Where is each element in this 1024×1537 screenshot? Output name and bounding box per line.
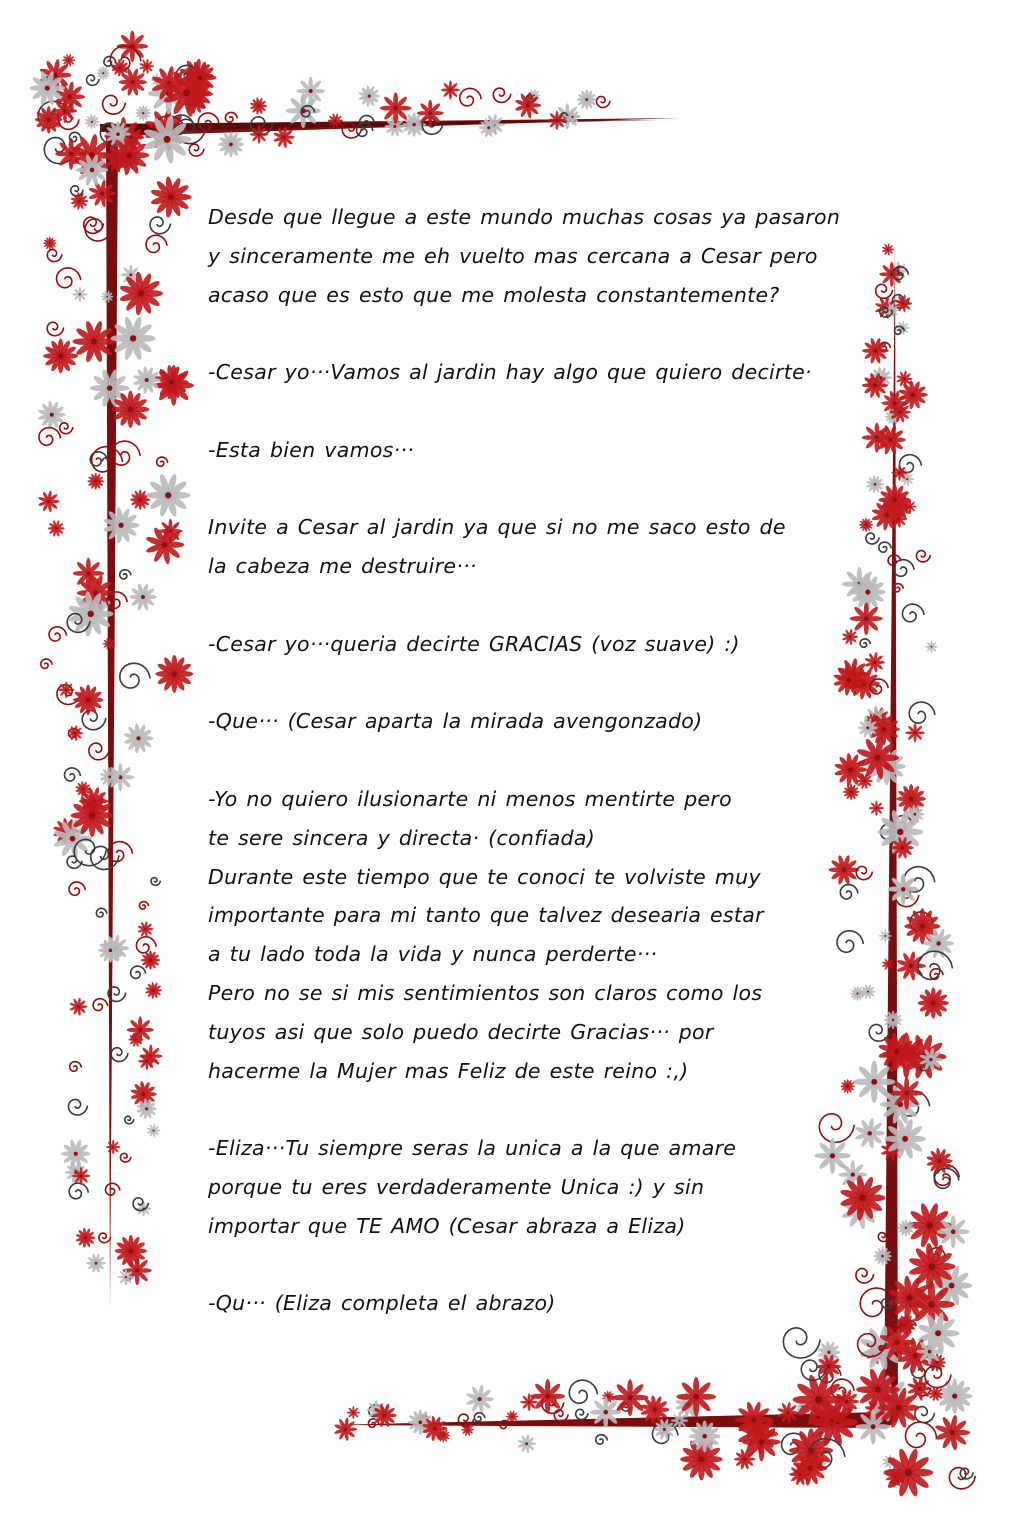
flower-ornament — [250, 125, 268, 143]
flower-ornament — [72, 1167, 90, 1185]
flower-ornament — [133, 366, 161, 394]
flower-ornament — [150, 176, 192, 218]
swirl-ornament — [902, 604, 924, 622]
swirl-ornament — [41, 659, 53, 668]
swirl-ornament — [146, 235, 167, 252]
paragraph: -Eliza···Tu siempre seras la unica a la que amare porque tu eres verdaderamente Unica :) y sin importar que TE AMO (Cesar abraza a Eliza) — [208, 1136, 737, 1238]
swirl-ornament — [47, 322, 64, 336]
swirl-ornament — [120, 1153, 131, 1162]
flower-ornament — [417, 100, 444, 127]
flower-ornament — [884, 1010, 903, 1029]
paragraph: -Que··· (Cesar aparta la mirada avengonzado) — [208, 709, 703, 734]
swirl-ornament — [460, 88, 482, 106]
swirl-ornament — [916, 551, 930, 562]
flower-ornament — [676, 1377, 716, 1417]
flower-ornament — [111, 316, 156, 361]
flower-ornament — [565, 109, 581, 125]
flower-ornament — [891, 465, 907, 481]
flower-ornament — [879, 929, 892, 942]
flower-ornament — [916, 1338, 942, 1364]
swirl-ornament — [151, 878, 160, 886]
flower-ornament — [58, 681, 75, 698]
paragraph: -Cesar yo···queria decirte GRACIAS (voz suave) :) — [208, 631, 740, 656]
flower-ornament — [879, 262, 904, 287]
swirl-ornament — [157, 457, 168, 466]
flower-ornament — [69, 997, 87, 1016]
flower-ornament — [137, 921, 153, 937]
flower-ornament — [530, 1379, 565, 1414]
swirl-ornament — [856, 1268, 874, 1283]
flower-ornament — [145, 982, 162, 999]
flower-ornament — [882, 243, 895, 256]
flower-ornament — [43, 237, 56, 250]
flower-ornament — [347, 1406, 360, 1419]
swirl-ornament — [69, 1183, 88, 1199]
swirl-ornament — [49, 627, 67, 641]
swirl-ornament — [105, 1183, 119, 1195]
swirl-ornament — [47, 250, 62, 262]
swirl-ornament — [860, 639, 870, 647]
flower-ornament — [218, 131, 244, 157]
flower-ornament — [118, 1269, 134, 1285]
flower-ornament — [859, 518, 873, 532]
flower-ornament — [106, 1140, 121, 1155]
paragraph: -Yo no quiero ilusionarte ni menos mentirte pero te sere sincera y directa· (confiada) Durante este tiempo que te conoci te volviste muy importante para mi tanto que talvez desearia estar a tu lado toda la vida y nunca perderte··· Pero no se si mis sentimientos son claros como los tuyos asi que solo puedo decirte Gracias··· por hacerme la Mujer mas Feliz de este reino :,) — [208, 786, 764, 1083]
swirl-ornament — [493, 88, 511, 102]
flower-ornament — [115, 1235, 147, 1267]
swirl-ornament — [576, 1409, 588, 1419]
flower-ornament — [147, 1124, 161, 1138]
flower-ornament — [250, 97, 268, 115]
swirl-ornament — [150, 217, 171, 234]
paragraph: -Cesar yo···Vamos al jardin hay algo que quiero decirte· — [208, 360, 812, 385]
flower-ornament — [742, 1423, 780, 1461]
flower-ornament — [155, 655, 193, 693]
swirl-ornament — [189, 144, 204, 156]
swirl-ornament — [69, 882, 85, 895]
swirl-ornament — [64, 768, 80, 781]
swirl-ornament — [70, 1062, 82, 1072]
swirl-ornament — [120, 663, 150, 688]
flower-ornament — [918, 987, 949, 1018]
swirl-ornament — [596, 96, 610, 107]
flower-ornament — [935, 1415, 971, 1451]
swirl-ornament — [960, 1468, 973, 1479]
swirl-ornament — [139, 902, 148, 910]
flower-ornament — [888, 874, 919, 905]
swirl-ornament — [783, 1328, 820, 1358]
flower-ornament — [577, 89, 597, 109]
swirl-ornament — [934, 1168, 959, 1188]
swirl-ornament — [39, 428, 61, 446]
swirl-ornament — [856, 866, 872, 879]
swirl-ornament — [99, 1233, 111, 1243]
swirl-ornament — [93, 999, 108, 1011]
flower-ornament — [129, 583, 157, 611]
flower-ornament — [130, 490, 150, 510]
flower-ornament — [517, 1434, 536, 1453]
flower-ornament — [828, 1413, 847, 1432]
flower-ornament — [897, 1219, 914, 1236]
flower-ornament — [84, 114, 99, 129]
flower-ornament — [864, 652, 885, 673]
swirl-ornament — [125, 1116, 134, 1124]
flower-ornament — [890, 1077, 923, 1110]
swirl-ornament — [96, 908, 107, 917]
flower-ornament — [146, 473, 190, 517]
swirl-ornament — [60, 423, 73, 434]
swirl-ornament — [225, 112, 237, 122]
flower-ornament — [671, 1412, 688, 1429]
flower-ornament — [612, 1379, 649, 1416]
flower-ornament — [441, 80, 460, 99]
flower-ornament — [869, 800, 884, 815]
flower-ornament — [854, 1118, 885, 1149]
swirl-ornament — [909, 702, 935, 723]
flower-ornament — [61, 1139, 91, 1169]
flower-ornament — [86, 1253, 106, 1273]
paragraph: Invite a Cesar al jardin ya que si no me saco esto de la cabeza me destruire··· — [208, 515, 786, 579]
flower-ornament — [862, 337, 889, 363]
swirl-ornament — [68, 1099, 87, 1115]
swirl-ornament — [103, 95, 126, 114]
flower-ornament — [72, 287, 87, 302]
flower-ornament — [48, 520, 65, 537]
letter-body — [208, 198, 858, 1323]
flower-ornament — [925, 640, 938, 653]
swirl-ornament — [120, 570, 131, 579]
flower-ornament — [883, 1448, 933, 1498]
flower-ornament — [138, 1052, 156, 1070]
paragraph: -Qu··· (Eliza completa el abrazo) — [208, 1291, 556, 1316]
flower-ornament — [937, 1215, 970, 1248]
flower-ornament — [380, 92, 412, 124]
flower-ornament — [358, 85, 380, 107]
swirl-ornament — [82, 710, 106, 729]
swirl-ornament — [866, 533, 879, 544]
paragraph: -Esta bien vamos··· — [208, 437, 415, 462]
flower-ornament — [937, 1378, 973, 1414]
swirl-ornament — [56, 268, 80, 288]
flower-ornament — [38, 490, 60, 512]
flower-ornament — [62, 54, 75, 67]
swirl-ornament — [136, 937, 156, 953]
flower-ornament — [75, 1228, 95, 1248]
swirl-ornament — [876, 284, 893, 298]
flower-ornament — [124, 723, 154, 753]
flower-ornament — [73, 685, 103, 715]
swirl-ornament — [111, 1048, 128, 1062]
swirl-ornament — [596, 1435, 608, 1445]
paragraph: Desde que llegue a este mundo muchas cosas ya pasaron y sinceramente me eh vuelto mas cercana a Cesar pero acaso que es esto que me molesta constantemente? — [208, 205, 841, 307]
flower-ornament — [875, 425, 906, 456]
flower-ornament — [43, 339, 78, 374]
swirl-ornament — [474, 1413, 484, 1422]
swirl-ornament — [89, 743, 109, 760]
flower-ornament — [96, 66, 110, 80]
flower-ornament — [466, 1385, 494, 1414]
flower-ornament — [87, 473, 104, 490]
swirl-ornament — [569, 1380, 597, 1403]
flower-ornament — [866, 475, 884, 494]
flower-ornament — [67, 725, 83, 741]
flower-ornament — [296, 77, 325, 106]
swirl-ornament — [894, 560, 914, 577]
flower-ornament — [334, 1417, 357, 1441]
flower-ornament — [135, 105, 151, 121]
swirl-ornament — [87, 75, 100, 85]
swirl-ornament — [131, 966, 146, 978]
flower-ornament — [905, 723, 924, 742]
swirl-ornament — [905, 1422, 936, 1448]
flower-ornament — [590, 1396, 622, 1428]
flower-ornament — [547, 111, 566, 130]
swirl-ornament — [879, 542, 891, 552]
